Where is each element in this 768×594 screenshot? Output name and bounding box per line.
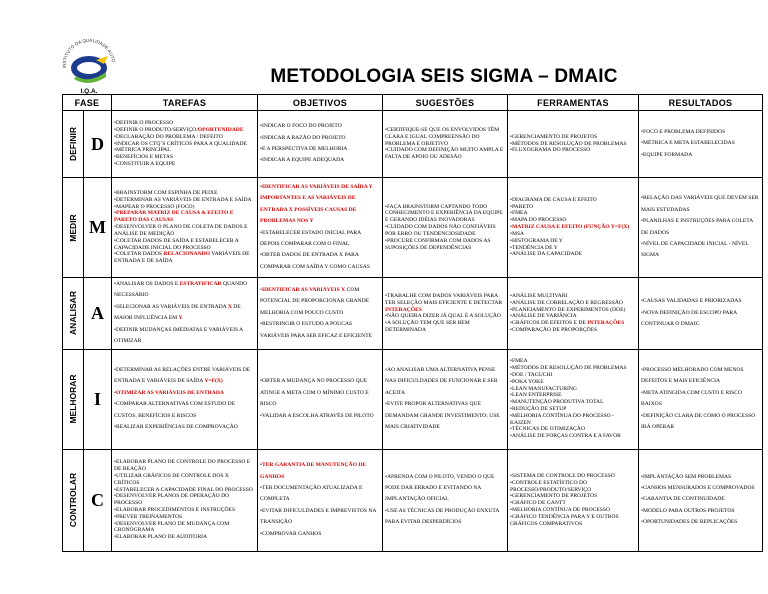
item-text: PLANEJAMENTO DE EXPERIMENTOS (DOE): [511, 306, 626, 313]
sugestoes-list: [385, 472, 505, 529]
tarefas-cell: [112, 278, 258, 350]
list-item: [510, 406, 636, 413]
list-item: [641, 411, 760, 434]
sugestoes-cell: [383, 349, 508, 449]
item-text: MELHORIA CONTÍNUA DE PROCESSO: [511, 507, 611, 514]
phase-letter: D: [84, 111, 112, 178]
item-text: APRENDA COM O PILOTO, VENDO O QUE PODE DAR ERRADO E EVITANDO NA IMPLANTAÇÃO OFICIAL: [385, 473, 495, 503]
phase-letter: I: [84, 349, 112, 449]
item-text: DESENVOLVER PLANOS DE OPERAÇÃO DO PROCESSO: [114, 493, 230, 507]
list-item: [260, 506, 380, 529]
item-text: MAPA DO PROCESSO: [511, 217, 567, 224]
item-text: LEAN MANUFACTURING: [511, 385, 577, 392]
ferramentas-cell: [508, 449, 639, 551]
highlighted-text: Y: [178, 315, 183, 322]
tarefas-list: [114, 365, 255, 434]
highlighted-text: RELACIONANDO: [163, 251, 211, 258]
item-text: MÉTRICA PRINCIPAL: [115, 147, 171, 154]
item-text: DE MAIOR INFLUÊNCIA EM: [114, 303, 241, 322]
item-text: ANÁLISE DE VARIÂNCIA: [511, 313, 577, 320]
list-item: [510, 507, 636, 514]
item-text: OBTER A MUDANÇA NO PROCESSO QUE ATINGE A META COM O MÍNIMO CUSTO E RISCO: [260, 378, 369, 408]
list-item: [260, 460, 380, 483]
list-item: [510, 251, 636, 258]
item-text: MELHORIA CONTÍNUA DO PROCESSO - KAIZEN: [510, 412, 614, 426]
list-item: [510, 500, 636, 507]
list-item: [385, 320, 505, 334]
item-text: FMEA: [511, 358, 528, 365]
resultados-cell: [639, 278, 763, 350]
item-text: INDICAR OS CTQ´S CRÍTICOS PARA A QUALIDADE: [115, 140, 247, 147]
list-item: [260, 319, 380, 342]
logo-ring-text: INSTITUTO DA QUALIDADE AUTO: [61, 37, 117, 69]
item-text: DEFINIR MUDANÇAS IMEDIATAS E VARIÁVEIS A OTIMIZAR: [114, 326, 243, 345]
resultados-list: [641, 193, 760, 262]
list-item: [114, 422, 255, 433]
phase-label-cell: [63, 349, 84, 449]
item-text: ANÁLISE DA CAPACIDADE: [511, 251, 582, 258]
item-text: GANHOS MENSURADOS E COMPROVADOS: [642, 485, 755, 492]
resultados-cell: [639, 349, 763, 449]
item-text: ANÁLISE DE CORRELAÇÃO E REGRESSÃO: [511, 299, 623, 306]
highlighted-text: MATRIZ CAUSA E EFEITO (FUNÇÃO Y=F(X): [511, 224, 630, 231]
item-text: DESENVOLVER PLANO DE MUDANÇA COM CRONOGRAMA: [114, 520, 230, 534]
list-item: [385, 293, 505, 313]
objetivos-list: [260, 376, 380, 422]
highlighted-text: OPORTUNIDADE: [197, 126, 244, 133]
list-item: [510, 372, 636, 379]
item-text: SELECIONAR AS VARIÁVEIS DE ENTRADA: [115, 303, 228, 310]
list-item: [641, 296, 760, 307]
list-item: [114, 534, 255, 541]
list-item: [641, 138, 760, 149]
sugestoes-list: [385, 293, 505, 334]
item-text: CAUSAS VALIDADAS E PRIORIZADAS: [642, 298, 742, 305]
item-text: GARANTIA DE CONTINUIDADE: [642, 496, 725, 503]
iqa-logo: [56, 32, 120, 94]
item-text: IMPLANTAÇÃO SEM PROBLEMAS: [642, 473, 732, 480]
list-item: [114, 154, 255, 161]
item-text: MÉTODOS DE RESOLUÇÃO DE PROBLEMAS: [511, 140, 627, 147]
item-text: ANÁLISE DE FORÇAS CONTRA E A FAVOR: [511, 433, 621, 440]
ferramentas-list: [510, 358, 636, 440]
list-item: [114, 365, 255, 388]
item-text: INDICAR O FOCO DO PROJETO: [261, 123, 342, 130]
item-text: FMEA: [511, 210, 528, 217]
list-item: [114, 238, 255, 252]
list-item: [114, 224, 255, 238]
list-item: [114, 302, 255, 325]
list-item: [510, 413, 636, 427]
list-item: [385, 472, 505, 506]
list-item: [510, 231, 636, 238]
list-item: [260, 483, 380, 506]
item-text: FLUXOGRAMA DO PROCESSO: [511, 147, 591, 154]
ferramentas-cell: [508, 349, 639, 449]
list-item: [510, 300, 636, 307]
item-text: BRAINSTORM COM ESPINHA DE PEIXE: [115, 190, 218, 197]
list-item: [260, 182, 380, 228]
item-text: BENEFÍCIOS E METAS: [115, 154, 174, 161]
item-text: DEFINIR O PRODUTO/SERVIÇO/: [115, 126, 198, 133]
item-text: TENDÊNCIA DE Y: [511, 244, 558, 251]
list-item: [260, 121, 380, 132]
list-item: [114, 473, 255, 487]
item-text: ANALISAR OS DADOS E: [115, 281, 180, 287]
list-item: [510, 134, 636, 141]
list-item: [114, 161, 255, 168]
item-text: ELABORAR PLANO DE AUDITORIA: [115, 534, 208, 541]
list-item: [510, 224, 636, 231]
page-title: METODOLOGIA SEIS SIGMA – DMAIC: [270, 66, 618, 87]
item-text: POKA YOKE: [511, 378, 544, 385]
item-text: PROCURE CONFIRMAR COM DADOS AS SUPOSIÇÕES DE DEPENDÊNCIAS: [385, 237, 491, 251]
item-text: GRÁFICO TENDÊNCIA PARA Y E OUTROS GRÁFICOS COMPARATIVOS: [510, 513, 619, 527]
item-text: UTILIZAR GRÁFICOS DE CONTROLE DOS X CRÍTICOS: [114, 472, 229, 486]
item-text: A SOLUÇÃO TEM QUE SER BEM DETERMINADA: [385, 320, 470, 333]
item-text: GRÁFICOS DE EFEITOS E DE: [511, 320, 588, 327]
ferramentas-cell: [508, 111, 639, 178]
sugestoes-cell: [383, 449, 508, 551]
list-item: [114, 120, 255, 127]
list-item: [114, 204, 255, 211]
phase-row-analisar: [63, 278, 763, 350]
list-item: [641, 193, 760, 216]
tarefas-cell: [112, 178, 258, 278]
highlighted-text: Y=F(X): [204, 378, 223, 385]
item-text: PARETO: [511, 203, 534, 210]
resultados-cell: [639, 111, 763, 178]
item-text: USE AS TÉCNICAS DE PRODUÇÃO ENXUTA PARA EVITAR DESPERDÍCIOS: [385, 507, 500, 526]
highlighted-text: IDENTIFICAR AS VARIÁVEIS X: [261, 286, 346, 293]
objetivos-list: [260, 121, 380, 167]
item-text: CONSTITUIR A EQUIPE: [115, 161, 176, 168]
list-item: [114, 514, 255, 521]
list-item: [510, 365, 636, 372]
list-item: [260, 285, 380, 319]
list-item: [260, 155, 380, 166]
item-text: COM POTENCIAL DE PROPORCIONAR GRANDE MELHORIA COM POUCO CUSTO: [260, 286, 370, 316]
tarefas-list: [114, 120, 255, 168]
item-text: DEFINIR O PROCESSO: [115, 120, 174, 127]
resultados-list: [641, 296, 760, 330]
list-item: [510, 238, 636, 245]
item-text: INDICAR A EQUIPE ADEQUADA: [261, 157, 345, 164]
item-text: DETERMINAR AS RELAÇÕES ENTRE VARIÁVEIS DE ENTRADA E VARIÁVEIS DE SAÍDA: [114, 366, 251, 385]
item-text: REDUÇÃO DE SETUP: [511, 406, 567, 413]
list-item: [510, 386, 636, 393]
highlighted-text: ESTRATIFICAR: [179, 281, 222, 287]
item-text: NOVA DEFINIÇÃO DE ESCOPO PARA CONTINUAR O DMAIC: [641, 309, 737, 328]
list-item: [114, 325, 255, 348]
list-item: [260, 529, 380, 540]
svg-text:INSTITUTO DA QUALIDADE AUTOMOT: [56, 32, 116, 68]
header-row: [63, 95, 763, 111]
sugestoes-cell: [383, 111, 508, 178]
item-text: CUIDADO COM DADOS NÃO CONFIÁVEIS POR ERRO OU TENDENCIOSIDADE: [385, 224, 496, 237]
item-text: ELABORAR PLANO DE CONTROLE DO PROCESSO E DE REAÇÃO: [114, 459, 251, 473]
ferramentas-list: [510, 197, 636, 258]
list-item: [510, 204, 636, 211]
list-item: [641, 483, 760, 494]
list-item: [260, 228, 380, 251]
objetivos-list: [260, 285, 380, 342]
list-item: [114, 388, 255, 399]
item-text: MÉTODOS DE RESOLUÇÃO DE PROBLEMAS: [511, 365, 627, 372]
item-text: DETERMINAR AS VARIÁVEIS DE ENTRADA E SAÍDA: [115, 196, 252, 203]
list-item: [114, 127, 255, 134]
item-text: ANÁLISE MULTIVARI: [511, 292, 568, 299]
sugestoes-list: [385, 204, 505, 252]
list-item: [385, 224, 505, 238]
list-item: [510, 210, 636, 217]
ferramentas-list: [510, 134, 636, 154]
item-text: TER DOCUMENTAÇÃO ATUALIZADA E COMPLETA: [260, 485, 363, 503]
item-text: EQUIPE FORMADA: [642, 151, 693, 158]
list-item: [641, 308, 760, 331]
item-text: E A PERSPECTIVA DE MELHORIA: [261, 146, 348, 152]
resultados-cell: [639, 178, 763, 278]
item-text: VARIÁVEIS DE ENTRADA E DE SAÍDA: [114, 251, 250, 265]
item-text: EVITE PROPOR ALTERNATIVAS QUE DEMANDAM GRANDE INVESTIMENTO; USE MAIS CRIATIVIDADE: [385, 401, 500, 431]
phase-label-cell: [63, 449, 84, 551]
item-text: CONTROLE ESTATÍSTICO DO PROCESSO/PRODUTO/SERVIÇO: [510, 479, 592, 493]
phase-row-definir: [63, 111, 763, 178]
tarefas-cell: [112, 349, 258, 449]
phase-label-cell: [63, 178, 84, 278]
highlighted-text: TER GARANTIA DE MANUTENÇÃO DE GANHOS: [260, 462, 367, 480]
list-item: [260, 411, 380, 422]
list-item: [510, 480, 636, 494]
list-item: [641, 494, 760, 505]
item-text: FAÇA BRAINSTORM CAPTANDO TODO CONHECIMENTO E EXPERIÊNCIA DA EQUIPE E GERANDO IDÉIAS INOVADORAS: [385, 203, 503, 224]
sugestoes-cell: [383, 178, 508, 278]
objetivos-cell: [258, 178, 383, 278]
resultados-list: [641, 365, 760, 434]
list-item: [114, 399, 255, 422]
sugestoes-list: [385, 127, 505, 161]
phase-label: DEFINIR: [68, 127, 78, 161]
resultados-list: [641, 127, 760, 161]
phase-row-controlar: [63, 449, 763, 551]
item-text: QUANDO NECESSÁRIO: [114, 281, 248, 299]
header-sugestoes: SUGESTÕES: [383, 95, 508, 111]
list-item: [510, 147, 636, 154]
item-text: AO ANALISAR UMA ALTERNATIVA PENSE NAS DIFICULDADES DE FUNCIONAR E SER ACEITA: [385, 366, 498, 396]
phase-letter: A: [84, 278, 112, 350]
tarefas-list: [114, 190, 255, 265]
item-text: PROCESSO MELHORADO COM MENOS DEFEITOS E MAIS EFICIÊNCIA: [641, 366, 744, 385]
item-text: RESTRINGIR O ESTUDO A POUCAS VARIÁVEIS PARA SER EFICAZ E EFICIENTE: [260, 321, 373, 339]
list-item: [641, 216, 760, 239]
list-item: [510, 293, 636, 300]
list-item: [510, 514, 636, 528]
list-item: [641, 388, 760, 411]
phase-row-medir: [63, 178, 763, 278]
item-text: RELAÇÃO DAS VARIÁVEIS QUE DEVEM SER MAIS ESTUDADAS: [641, 195, 759, 213]
item-text: VALIDAR A ESCOLHA ATRAVÉS DE PILOTO: [261, 412, 374, 419]
list-item: [510, 399, 636, 406]
item-text: MAPEAR O PROCESSO (FOCO): [115, 203, 195, 210]
highlighted-text: X: [227, 303, 232, 310]
item-text: REALIZAR EXPERIÊNCIAS DE COMPROVAÇÃO: [115, 424, 238, 431]
item-text: COMPARAR ALTERNATIVAS COM ESTUDO DE CUSTOS, BENEFÍCIOS E RISCOS: [114, 401, 236, 419]
objetivos-list: [260, 182, 380, 274]
objetivos-cell: [258, 278, 383, 350]
item-text: CERTIFIQUE-SE QUE OS ENVOLVIDOS TÊM CLARA E IGUAL COMPREENSÃO DO PROBLEMA E OBJETIVO: [385, 126, 500, 147]
item-text: PREVER TREINAMENTOS: [115, 513, 183, 520]
list-item: [641, 150, 760, 161]
sugestoes-cell: [383, 278, 508, 350]
list-item: [385, 238, 505, 252]
item-text: MÉTRICA E META ESTABELECIDAS: [642, 140, 735, 147]
item-text: DESENVOLVER O PLANO DE COLETA DE DADOS E ANÁLISE DE MEDIÇÃO: [114, 224, 248, 237]
header-objetivos: OBJETIVOS: [258, 95, 383, 111]
resultados-list: [641, 472, 760, 529]
list-item: [114, 251, 255, 265]
phase-letter: M: [84, 178, 112, 278]
highlighted-text: PREPARAR MATRIZ DE CAUSA & EFEITO E PARETO DAS CAUSAS: [114, 210, 234, 224]
list-item: [114, 134, 255, 141]
item-text: COMPROVAR GANHOS: [261, 530, 322, 537]
phase-row-melhorar: [63, 349, 763, 449]
phase-label-cell: [63, 111, 84, 178]
list-item: [385, 204, 505, 224]
sugestoes-list: [385, 365, 505, 434]
list-item: [510, 473, 636, 480]
list-item: [385, 147, 505, 161]
item-text: GRÁFICO DE GANTT: [511, 500, 566, 507]
item-text: COMPARAÇÃO DE PROPORÇÕES: [511, 326, 598, 333]
list-item: [510, 379, 636, 386]
item-text: TRABALHE COM DADOS VARIÁVEIS PARA TER SELEÇÃO MAIS EFICIENTE E DETECTAR: [385, 292, 503, 306]
list-item: [114, 190, 255, 197]
item-text: NÍVEL DE CAPACIDADE INICIAL - NÍVEL SIGMA: [641, 240, 749, 259]
header-ferramentas: FERRAMENTAS: [508, 95, 639, 111]
item-text: HISTOGRAMA DE Y: [511, 237, 563, 244]
list-item: [641, 239, 760, 262]
item-text: MANUTENÇÃO PRODUTIVA TOTAL: [511, 399, 604, 406]
list-item: [114, 507, 255, 514]
item-text: INDICAR A RAZÃO DO PROJETO: [261, 134, 346, 141]
tarefas-list: [114, 279, 255, 348]
list-item: [641, 365, 760, 388]
logo-acronym: I.Q.A.: [80, 88, 98, 94]
list-item: [641, 472, 760, 483]
item-text: LEAN ENTERPRISE: [511, 392, 562, 399]
list-item: [510, 433, 636, 440]
item-text: DIAGRAMA DE CAUSA E EFEITO: [511, 196, 597, 203]
dmaic-table: [62, 94, 763, 552]
list-item: [385, 506, 505, 529]
list-item: [385, 399, 505, 433]
list-item: [641, 127, 760, 138]
phase-label: ANALISAR: [68, 291, 78, 336]
table-body: [63, 111, 763, 552]
phase-letter: C: [84, 449, 112, 551]
highlighted-text: IDENTIFICAR AS VARIÁVEIS DE SAÍDA Y IMPORTANTES E AS VARIÁVEIS DE ENTRADA X POSSÍVEIS CAUSAS DE PROBLEMAS NOS Y: [260, 183, 373, 225]
tarefas-cell: [112, 111, 258, 178]
item-text: CUIDADO COM DEFINIÇÃO MUITO AMPLA E FALTA DE APOIO OU ADESÃO: [385, 147, 504, 161]
list-item: [385, 365, 505, 399]
ferramentas-list: [510, 293, 636, 334]
list-item: [510, 141, 636, 148]
list-item: [114, 197, 255, 204]
item-text: MSA: [511, 230, 525, 237]
objetivos-cell: [258, 111, 383, 178]
item-text: GERENCIAMENTO DE PROJETOS: [511, 133, 598, 140]
highlighted-text: INTERAÇÕES: [385, 306, 422, 313]
item-text: COLETAR DADOS DE SAÍDA E ESTABELECER A CAPACIDADE INICIAL DO PROCESSO: [114, 237, 239, 251]
item-text: ESTABELECER A CAPACIDADE FINAL DO PROCESSO: [115, 486, 253, 493]
tarefas-cell: [112, 449, 258, 551]
item-text: MODELO PARA OUTROS PROJETOS: [642, 507, 735, 514]
header-resultados: RESULTADOS: [639, 95, 763, 111]
list-item: [385, 127, 505, 147]
objetivos-cell: [258, 349, 383, 449]
list-item: [260, 133, 380, 144]
ferramentas-list: [510, 473, 636, 528]
item-text: GERENCIAMENTO DE PROJETOS: [511, 493, 598, 500]
item-text: NÃO QUEIRA DIZER JÁ QUAL É A SOLUÇÃO: [386, 313, 501, 320]
item-text: TÉCNICAS DE OTIMIZAÇÃO: [511, 426, 585, 433]
phase-label: MELHORAR: [68, 374, 78, 424]
objetivos-list: [260, 460, 380, 540]
item-text: ELABORAR PROCEDIMENTOS E INSTRUÇÕES: [115, 507, 236, 514]
phase-label-cell: [63, 278, 84, 350]
list-item: [641, 517, 760, 528]
list-item: [510, 320, 636, 327]
item-text: EVITAR DIFICULDADES E IMPREVISTOS NA TRANSIÇÃO: [260, 507, 377, 526]
list-item: [114, 459, 255, 473]
list-item: [260, 250, 380, 273]
item-text: COLETAR DADOS: [115, 251, 164, 258]
resultados-cell: [639, 449, 763, 551]
ferramentas-cell: [508, 278, 639, 350]
list-item: [114, 521, 255, 535]
item-text: OBTER DADOS DE ENTRADA X PARA COMPARAR COM SAÍDA Y COMO CAUSAS: [260, 252, 370, 270]
item-text: FOCO E PROBLEMA DEFINIDOS: [642, 128, 726, 135]
list-item: [260, 376, 380, 410]
list-item: [260, 144, 380, 155]
item-text: DECLARAÇÃO DO PROBLEMA / DEFEITO: [115, 133, 223, 140]
list-item: [510, 197, 636, 204]
item-text: ESTABELECER ESTADO INICIAL PARA DEPOIS COMPARAR COM O FINAL: [260, 229, 361, 247]
list-item: [114, 279, 255, 302]
header-fase: FASE: [63, 95, 112, 111]
list-item: [114, 493, 255, 507]
ferramentas-cell: [508, 178, 639, 278]
tarefas-list: [114, 459, 255, 541]
item-text: DOE / TAGUCHI: [511, 371, 553, 378]
item-text: OPORTUNIDADES DE REPLICAÇÕES: [642, 519, 738, 526]
phase-label: MEDIR: [68, 213, 78, 242]
objetivos-cell: [258, 449, 383, 551]
highlighted-text: INTERAÇÕES: [587, 320, 625, 327]
item-text: META ATINGIDA COM CUSTO E RISCO BAIXOS: [641, 389, 743, 408]
item-text: SISTEMA DE CONTROLE DO PROCESSO: [511, 472, 615, 479]
list-item: [114, 210, 255, 224]
item-text: PLANILHAS E INSTRUÇÕES PARA COLETA DE DADOS: [641, 218, 753, 236]
item-text: DEFINIÇÃO CLARA DE COMO O PROCESSO IRÁ OPERAR: [641, 412, 756, 431]
highlighted-text: OTIMIZAR AS VARIÁVEIS DE ENTRADA: [115, 389, 224, 396]
phase-label: CONTROLAR: [68, 473, 78, 528]
header-tarefas: TAREFAS: [112, 95, 258, 111]
list-item: [641, 506, 760, 517]
list-item: [510, 327, 636, 334]
